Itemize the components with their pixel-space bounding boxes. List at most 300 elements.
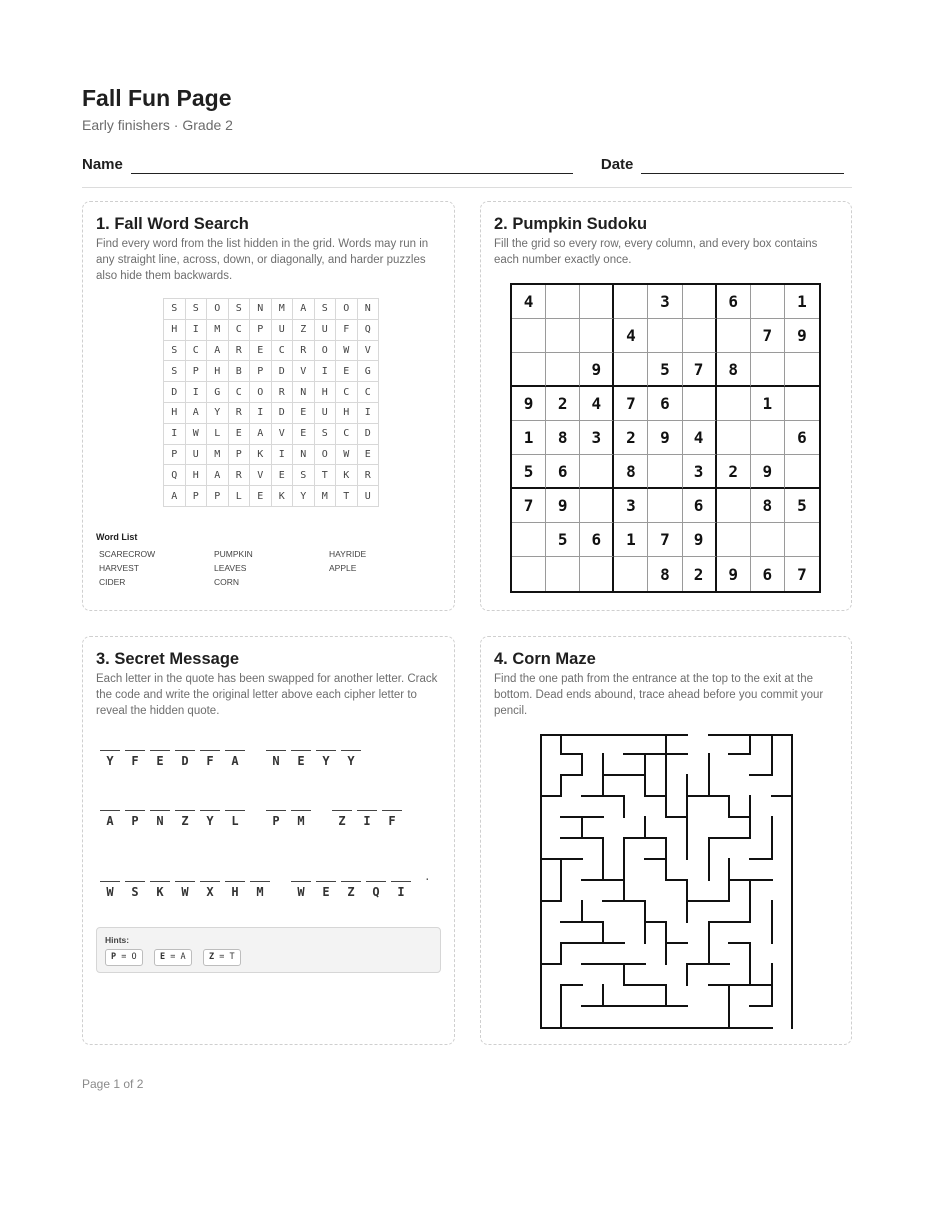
word-search-cell[interactable]: P — [250, 319, 272, 340]
sudoku-cell[interactable] — [785, 353, 819, 387]
word-search-row — [164, 319, 379, 340]
cipher-word — [332, 810, 407, 828]
sudoku-cell[interactable] — [614, 285, 648, 319]
cipher-letter-slot[interactable] — [382, 810, 402, 828]
word-search-cell[interactable]: S — [164, 361, 186, 382]
word-search-cell[interactable]: E — [250, 486, 272, 507]
cipher-letter-slot[interactable] — [266, 750, 286, 768]
word-search-cell[interactable]: U — [185, 444, 207, 465]
word-search-cell[interactable]: A — [207, 340, 229, 361]
cipher-letter-slot[interactable] — [125, 881, 145, 899]
word-search-cell[interactable]: I — [250, 402, 272, 423]
word-search-cell[interactable]: E — [357, 444, 379, 465]
word-search-cell[interactable]: V — [271, 423, 293, 444]
cipher-letter: W — [106, 885, 114, 899]
cipher-letter-slot[interactable] — [200, 750, 220, 768]
sudoku-cell[interactable] — [717, 387, 751, 421]
word-list-item: LEAVES — [214, 563, 247, 573]
cipher-letter-slot[interactable] — [125, 810, 145, 828]
word-search-cell[interactable]: I — [357, 402, 379, 423]
cipher-letter: F — [206, 754, 214, 768]
word-search-row — [164, 340, 379, 361]
cipher-letter: N — [156, 814, 164, 828]
cipher-letter-slot[interactable] — [291, 881, 311, 899]
word-list-title: Word List — [96, 532, 138, 542]
sudoku-cell[interactable]: 5 — [546, 523, 580, 557]
sudoku-title: 2. Pumpkin Sudoku — [494, 215, 648, 233]
word-list-item: PUMPKIN — [214, 549, 253, 559]
word-search-cell[interactable]: L — [228, 486, 250, 507]
hint-plain-letter: = T — [219, 952, 235, 962]
sudoku-cell[interactable] — [512, 353, 546, 387]
page-subtitle: Early finishers · Grade 2 — [82, 117, 233, 133]
word-list-item: CIDER — [99, 577, 126, 587]
word-search-cell[interactable]: N — [357, 299, 379, 320]
sudoku-cell[interactable]: 9 — [512, 387, 546, 421]
word-search-cell[interactable]: I — [185, 319, 207, 340]
word-search-row — [164, 299, 379, 320]
word-search-cell[interactable]: A — [250, 423, 272, 444]
sudoku-cell[interactable]: 2 — [683, 557, 717, 591]
cipher-word — [100, 750, 250, 768]
secret-message-card — [82, 636, 455, 1045]
word-search-cell[interactable]: T — [336, 486, 358, 507]
sudoku-cell[interactable]: 3 — [648, 285, 682, 319]
hint-chip — [203, 949, 241, 966]
cipher-letter-slot[interactable] — [266, 810, 286, 828]
word-search-grid — [163, 298, 379, 507]
word-search-cell[interactable]: S — [314, 423, 336, 444]
word-search-cell[interactable]: L — [207, 423, 229, 444]
word-search-cell[interactable]: C — [336, 423, 358, 444]
cipher-letter-slot[interactable] — [291, 810, 311, 828]
cipher-letter-slot[interactable] — [100, 750, 120, 768]
cipher-letter-slot[interactable] — [225, 750, 245, 768]
cipher-letter-slot[interactable] — [200, 881, 220, 899]
sudoku-cell[interactable] — [512, 523, 546, 557]
word-search-row — [164, 486, 379, 507]
word-search-cell[interactable]: T — [314, 465, 336, 486]
word-search-cell[interactable]: H — [314, 382, 336, 403]
sudoku-cell[interactable]: 9 — [785, 319, 819, 353]
sudoku-cell[interactable] — [717, 319, 751, 353]
cipher-letter: P — [272, 814, 280, 828]
sudoku-cell[interactable]: 4 — [512, 285, 546, 319]
sudoku-cell[interactable]: 9 — [648, 421, 682, 455]
cipher-letter: A — [231, 754, 239, 768]
word-search-cell[interactable]: R — [293, 340, 315, 361]
sudoku-cell[interactable]: 5 — [785, 489, 819, 523]
word-search-cell[interactable]: O — [207, 299, 229, 320]
word-list-item: HAYRIDE — [329, 549, 367, 559]
cipher-letter: Y — [106, 754, 114, 768]
word-search-cell[interactable]: V — [250, 465, 272, 486]
sudoku-cell[interactable] — [512, 557, 546, 591]
word-search-cell[interactable]: R — [271, 382, 293, 403]
word-search-cell[interactable]: E — [271, 465, 293, 486]
word-search-cell[interactable]: S — [164, 340, 186, 361]
cipher-letter: Z — [338, 814, 346, 828]
sudoku-cell[interactable] — [683, 285, 717, 319]
word-search-cell[interactable]: R — [357, 465, 379, 486]
sudoku-cell[interactable] — [614, 557, 648, 591]
word-search-cell[interactable]: W — [336, 444, 358, 465]
word-search-cell[interactable]: U — [271, 319, 293, 340]
word-search-cell[interactable]: I — [314, 361, 336, 382]
word-search-cell[interactable]: C — [228, 319, 250, 340]
cipher-letter-slot[interactable] — [150, 750, 170, 768]
word-search-cell[interactable]: D — [164, 382, 186, 403]
sudoku-cell[interactable]: 6 — [648, 387, 682, 421]
sudoku-cell[interactable]: 6 — [546, 455, 580, 489]
word-search-title: 1. Fall Word Search — [96, 215, 249, 233]
word-search-cell[interactable]: K — [336, 465, 358, 486]
sudoku-cell[interactable]: 8 — [614, 455, 648, 489]
cipher-word — [266, 810, 316, 828]
cipher-letter: P — [131, 814, 139, 828]
sudoku-cell[interactable] — [683, 387, 717, 421]
hint-cipher-letter: Z — [209, 952, 215, 962]
word-search-cell[interactable]: Z — [293, 319, 315, 340]
sudoku-cell[interactable] — [785, 455, 819, 489]
sudoku-cell[interactable]: 4 — [614, 319, 648, 353]
sudoku-cell[interactable]: 7 — [751, 319, 785, 353]
cipher-letter-slot[interactable] — [225, 881, 245, 899]
word-search-cell[interactable]: C — [185, 340, 207, 361]
word-search-cell[interactable]: R — [228, 402, 250, 423]
name-label: Name — [82, 156, 123, 173]
cipher-letter-slot[interactable] — [332, 810, 352, 828]
cipher-letter-slot[interactable] — [100, 881, 120, 899]
cipher-letter: D — [181, 754, 189, 768]
sudoku-cell[interactable]: 7 — [614, 387, 648, 421]
sudoku-cell[interactable]: 6 — [717, 285, 751, 319]
cipher-letter-slot[interactable] — [175, 881, 195, 899]
cipher-letter-slot[interactable] — [225, 810, 245, 828]
sudoku-cell[interactable] — [648, 489, 682, 523]
cipher-letter: Z — [181, 814, 189, 828]
sudoku-cell[interactable] — [751, 353, 785, 387]
word-search-cell[interactable]: K — [250, 444, 272, 465]
sudoku-cell[interactable]: 3 — [614, 489, 648, 523]
date-label: Date — [600, 156, 634, 173]
sudoku-cell[interactable] — [648, 455, 682, 489]
corn-maze-card — [480, 636, 852, 1045]
sudoku-cell[interactable]: 7 — [512, 489, 546, 523]
word-search-cell[interactable]: S — [314, 299, 336, 320]
sudoku-cell[interactable]: 2 — [717, 455, 751, 489]
cipher-letter: W — [297, 885, 305, 899]
sudoku-cell[interactable]: 6 — [580, 523, 614, 557]
word-search-cell[interactable]: H — [164, 402, 186, 423]
sudoku-cell[interactable] — [580, 557, 614, 591]
word-search-card — [82, 201, 455, 611]
word-search-cell[interactable]: S — [185, 299, 207, 320]
cipher-letter-slot[interactable] — [357, 810, 377, 828]
word-search-cell[interactable]: V — [357, 340, 379, 361]
sudoku-cell[interactable] — [512, 319, 546, 353]
sudoku-cell[interactable] — [580, 285, 614, 319]
sudoku-cell[interactable] — [751, 421, 785, 455]
name-date-row — [82, 150, 852, 174]
sudoku-cell[interactable]: 6 — [785, 421, 819, 455]
word-search-row — [164, 423, 379, 444]
word-search-cell[interactable]: H — [336, 402, 358, 423]
sudoku-cell[interactable] — [717, 489, 751, 523]
sudoku-grid — [510, 283, 821, 593]
sudoku-cell[interactable]: 1 — [751, 387, 785, 421]
sudoku-cell[interactable] — [683, 319, 717, 353]
page-title: Fall Fun Page — [82, 85, 232, 111]
sudoku-cell[interactable] — [546, 285, 580, 319]
corn-maze-instructions: Find the one path from the entrance at the top to the exit at the bottom. Dead ends abound, trace ahead before you commit your pencil. — [494, 673, 824, 717]
word-search-instructions: Find every word from the list hidden in the grid. Words may run in any straight line, across, down, or diagonally, and harder puzzles also hide them backwards. — [96, 238, 429, 282]
word-search-cell[interactable]: I — [164, 423, 186, 444]
sudoku-cell[interactable] — [648, 319, 682, 353]
word-search-cell[interactable]: A — [293, 299, 315, 320]
sudoku-cell[interactable] — [580, 455, 614, 489]
sudoku-cell[interactable]: 8 — [648, 557, 682, 591]
sudoku-cell[interactable]: 3 — [580, 421, 614, 455]
cipher-letter: M — [297, 814, 305, 828]
sudoku-cell[interactable]: 7 — [683, 353, 717, 387]
word-search-cell[interactable]: O — [314, 340, 336, 361]
sudoku-cell[interactable]: 3 — [683, 455, 717, 489]
word-list-item: CORN — [214, 577, 240, 587]
cipher-letter-slot[interactable] — [150, 810, 170, 828]
word-search-row — [164, 361, 379, 382]
sudoku-cell[interactable]: 8 — [717, 353, 751, 387]
word-search-cell[interactable]: C — [271, 340, 293, 361]
word-search-cell[interactable]: M — [207, 319, 229, 340]
cipher-letter: Y — [347, 754, 355, 768]
cipher-letter: Y — [322, 754, 330, 768]
word-search-cell[interactable]: M — [271, 299, 293, 320]
word-search-cell[interactable]: E — [250, 340, 272, 361]
hints-title: Hints: — [105, 935, 130, 945]
sudoku-cell[interactable]: 9 — [751, 455, 785, 489]
word-search-cell[interactable]: E — [336, 361, 358, 382]
word-search-cell[interactable]: N — [250, 299, 272, 320]
word-search-cell[interactable]: H — [185, 465, 207, 486]
name-field[interactable] — [131, 157, 573, 174]
secret-message-instructions: Each letter in the quote has been swapped for another letter. Crack the code and write the original letter above each cipher letter to reveal the hidden quote. — [96, 673, 438, 717]
date-field[interactable] — [641, 157, 844, 174]
cipher-word — [266, 750, 366, 768]
cipher-letter: X — [206, 885, 214, 899]
word-search-cell[interactable]: K — [271, 486, 293, 507]
sudoku-cell[interactable]: 9 — [717, 557, 751, 591]
cipher-letter-slot[interactable] — [150, 881, 170, 899]
sudoku-card — [480, 201, 852, 611]
word-search-cell[interactable]: U — [314, 402, 336, 423]
cipher-letter-slot[interactable] — [316, 881, 336, 899]
word-search-cell[interactable]: A — [207, 465, 229, 486]
hint-cipher-letter: E — [160, 952, 166, 962]
sudoku-cell[interactable] — [580, 319, 614, 353]
word-search-cell[interactable]: P — [207, 486, 229, 507]
sudoku-cell[interactable] — [614, 353, 648, 387]
word-search-cell[interactable]: D — [357, 423, 379, 444]
corn-maze-diagram — [539, 733, 794, 1030]
sudoku-cell[interactable] — [785, 523, 819, 557]
word-search-cell[interactable]: O — [336, 299, 358, 320]
word-search-cell[interactable]: Y — [207, 402, 229, 423]
hint-chip — [154, 949, 192, 966]
cipher-letter: W — [181, 885, 189, 899]
sudoku-cell[interactable]: 7 — [648, 523, 682, 557]
sudoku-cell[interactable] — [546, 319, 580, 353]
cipher-line — [100, 870, 431, 899]
sudoku-cell[interactable]: 2 — [614, 421, 648, 455]
sudoku-cell[interactable] — [546, 557, 580, 591]
cipher-letter-slot[interactable] — [100, 810, 120, 828]
sudoku-cell[interactable] — [546, 353, 580, 387]
word-search-cell[interactable]: H — [207, 361, 229, 382]
word-search-cell[interactable]: I — [271, 444, 293, 465]
cipher-letter-slot[interactable] — [391, 881, 411, 899]
hint-plain-letter: = O — [121, 952, 137, 962]
sudoku-cell[interactable]: 7 — [797, 564, 807, 584]
word-search-cell[interactable]: N — [293, 382, 315, 403]
header-divider — [82, 187, 852, 188]
word-search-cell[interactable]: S — [164, 299, 186, 320]
cipher-letter-slot[interactable] — [250, 881, 270, 899]
cipher-letter-slot[interactable] — [200, 810, 220, 828]
cipher-letter-slot[interactable] — [175, 750, 195, 768]
word-search-cell[interactable]: C — [228, 382, 250, 403]
word-search-row — [164, 444, 379, 465]
word-search-cell[interactable]: O — [314, 444, 336, 465]
sudoku-cell[interactable] — [751, 523, 785, 557]
word-search-cell[interactable]: V — [293, 361, 315, 382]
sudoku-cell[interactable]: 5 — [648, 353, 682, 387]
cipher-letter-slot[interactable] — [366, 881, 386, 899]
sudoku-cell[interactable]: 9 — [546, 489, 580, 523]
word-search-row — [164, 382, 379, 403]
sudoku-cell[interactable]: 1 — [614, 523, 648, 557]
sudoku-cell[interactable]: 4 — [580, 387, 614, 421]
cipher-word — [100, 881, 275, 899]
word-search-cell[interactable]: E — [293, 423, 315, 444]
cipher-letter: H — [231, 885, 239, 899]
sudoku-cell[interactable]: 9 — [580, 353, 614, 387]
word-search-cell[interactable]: G — [357, 361, 379, 382]
word-search-cell[interactable]: P — [185, 486, 207, 507]
hints-box — [96, 927, 441, 973]
cipher-letter: I — [363, 814, 371, 828]
sudoku-cell[interactable]: 6 — [751, 557, 785, 591]
word-search-cell[interactable]: N — [293, 444, 315, 465]
word-search-cell[interactable]: B — [228, 361, 250, 382]
word-search-cell[interactable]: H — [164, 319, 186, 340]
cipher-letter: Q — [372, 885, 380, 899]
cipher-letter-slot[interactable] — [175, 810, 195, 828]
sudoku-cell[interactable]: 6 — [683, 489, 717, 523]
word-search-cell[interactable]: A — [164, 486, 186, 507]
cipher-letter: E — [297, 754, 305, 768]
word-search-cell[interactable]: M — [207, 444, 229, 465]
word-search-cell[interactable]: Y — [293, 486, 315, 507]
word-search-cell[interactable]: W — [185, 423, 207, 444]
word-search-row — [164, 465, 379, 486]
cipher-line — [100, 750, 382, 768]
word-search-cell[interactable]: P — [250, 361, 272, 382]
cipher-letter-slot[interactable] — [125, 750, 145, 768]
hint-plain-letter: = A — [170, 952, 186, 962]
word-search-cell[interactable]: C — [357, 382, 379, 403]
word-search-row — [164, 402, 379, 423]
word-search-cell[interactable]: O — [250, 382, 272, 403]
sudoku-cell[interactable]: 5 — [512, 455, 546, 489]
word-search-cell[interactable]: C — [336, 382, 358, 403]
cipher-word — [100, 810, 250, 828]
word-search-cell[interactable]: U — [314, 319, 336, 340]
word-search-cell[interactable]: E — [293, 402, 315, 423]
word-search-cell[interactable]: S — [228, 299, 250, 320]
word-search-cell[interactable]: D — [271, 402, 293, 423]
word-search-cell[interactable]: A — [185, 402, 207, 423]
sudoku-cell[interactable] — [580, 489, 614, 523]
word-search-cell[interactable]: G — [207, 382, 229, 403]
word-search-cell[interactable]: Q — [164, 465, 186, 486]
cipher-letter-slot[interactable] — [341, 750, 361, 768]
sudoku-cell[interactable] — [785, 387, 819, 421]
word-search-cell[interactable]: U — [357, 486, 379, 507]
cipher-line — [100, 810, 423, 828]
cipher-letter-slot[interactable] — [291, 750, 311, 768]
sudoku-cell[interactable]: 8 — [751, 489, 785, 523]
word-search-cell[interactable]: F — [336, 319, 358, 340]
sudoku-cell[interactable] — [751, 285, 785, 319]
word-search-cell[interactable]: E — [228, 423, 250, 444]
cipher-letter: N — [272, 754, 280, 768]
sudoku-cell[interactable]: 9 — [683, 523, 717, 557]
page-number: Page 1 of 2 — [82, 1077, 144, 1091]
sudoku-cell[interactable] — [717, 421, 751, 455]
corn-maze-title: 4. Corn Maze — [494, 650, 596, 668]
cipher-punctuation: . — [424, 870, 431, 883]
word-search-cell[interactable]: Q — [357, 319, 379, 340]
word-search-cell[interactable]: D — [271, 361, 293, 382]
sudoku-cell[interactable] — [717, 523, 751, 557]
word-search-cell[interactable]: I — [185, 382, 207, 403]
cipher-letter: A — [106, 814, 114, 828]
sudoku-cell[interactable]: 1 — [512, 421, 546, 455]
cipher-letter: Y — [206, 814, 214, 828]
cipher-letter: K — [156, 885, 164, 899]
sudoku-cell[interactable]: 4 — [683, 421, 717, 455]
cipher-letter: F — [388, 814, 396, 828]
word-search-cell[interactable]: R — [228, 340, 250, 361]
word-search-cell[interactable]: P — [164, 444, 186, 465]
word-search-cell[interactable]: M — [314, 486, 336, 507]
word-search-cell[interactable]: P — [228, 444, 250, 465]
cipher-letter: M — [256, 885, 264, 899]
word-search-cell[interactable]: W — [336, 340, 358, 361]
cipher-letter-slot[interactable] — [316, 750, 336, 768]
sudoku-cell[interactable]: 2 — [546, 387, 580, 421]
hint-chip — [105, 949, 143, 966]
sudoku-cell[interactable]: 1 — [785, 285, 819, 319]
word-search-cell[interactable]: R — [228, 465, 250, 486]
cipher-letter-slot[interactable] — [341, 881, 361, 899]
secret-message-title: 3. Secret Message — [96, 650, 240, 668]
sudoku-cell[interactable]: 8 — [546, 421, 580, 455]
word-search-cell[interactable]: P — [185, 361, 207, 382]
word-search-cell[interactable]: S — [293, 465, 315, 486]
cipher-letter: E — [322, 885, 330, 899]
